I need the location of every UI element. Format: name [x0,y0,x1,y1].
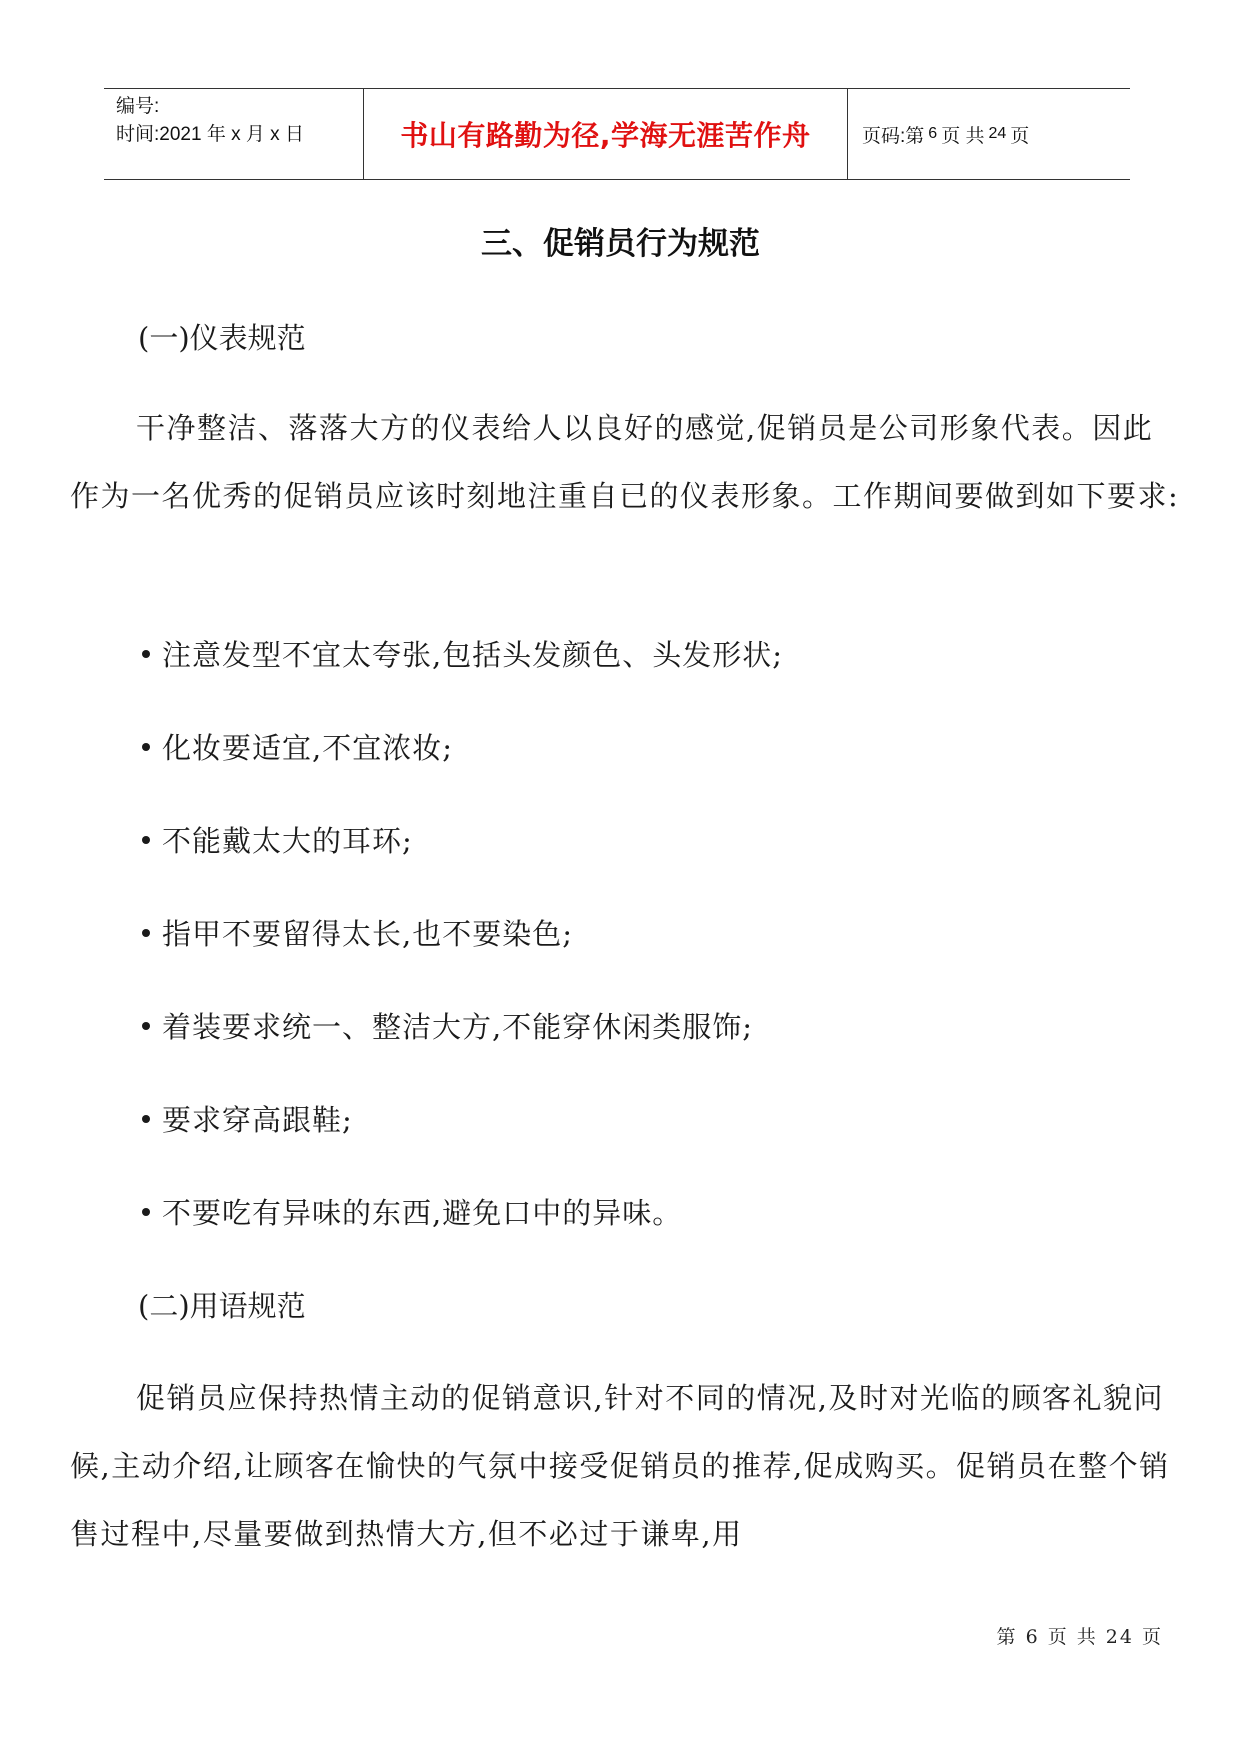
bullet-icon [142,929,150,937]
header-meta [104,89,364,179]
page-title: 三、促销员行为规范 [481,226,760,262]
bullet-icon [142,1022,150,1030]
page-current: 6 [928,125,938,142]
document-number-label: 编号: [116,96,160,117]
page-total: 24 [988,125,1007,142]
header-motto: 书山有路勤为径,学海无涯苦作舟 [400,119,811,152]
page-mid: 页 共 [941,125,985,147]
document-time: 时间:2021 年 x 月 x 日 [116,124,304,145]
paragraph-language: 促销员应保持热情主动的促销意识,针对不同的情况,及时对光临的顾客礼貌问候,主动介绍,让顾客在愉快的气氛中接受促销员的推荐,促成购买。促销员在整个销售过程中,尽量要做到热情大方,但不必过于谦卑,用 [70,1381,1170,1551]
section-heading-language: (二)用语规范 [138,1289,306,1323]
paragraph-appearance: 干净整洁、落落大方的仪表给人以良好的感觉,促销员是公司形象代表。因此作为一名优秀的促销员应该时刻地注重自已的仪表形象。工作期间要做到如下要求: [70,411,1180,513]
bullet-icon [142,650,150,658]
list-item: 着装要求统一、整洁大方,不能穿休闲类服饰; [142,1005,753,1046]
bullet-icon [142,1115,150,1123]
bullet-icon [142,1208,150,1216]
list-item: 要求穿高跟鞋; [142,1098,353,1139]
list-item: 不能戴太大的耳环; [142,819,413,860]
page-suffix: 页 [1010,125,1030,147]
list-item: 指甲不要留得太长,也不要染色; [142,912,573,953]
list-item: 注意发型不宜太夸张,包括头发颜色、头发形状; [142,633,783,674]
page-prefix: 页码:第 [862,125,925,147]
list-item: 化妆要适宜,不宜浓妆; [142,726,453,767]
header-motto-cell [364,89,848,179]
page-footer: 第 6 页 共 24 页 [996,1626,1163,1648]
list-item: 不要吃有异味的东西,避免口中的异味。 [142,1191,682,1232]
bullet-icon [142,743,150,751]
section-heading-appearance: (一)仪表规范 [138,321,306,355]
bullet-icon [142,836,150,844]
document-header [104,88,1130,180]
header-page-info [848,89,1130,179]
